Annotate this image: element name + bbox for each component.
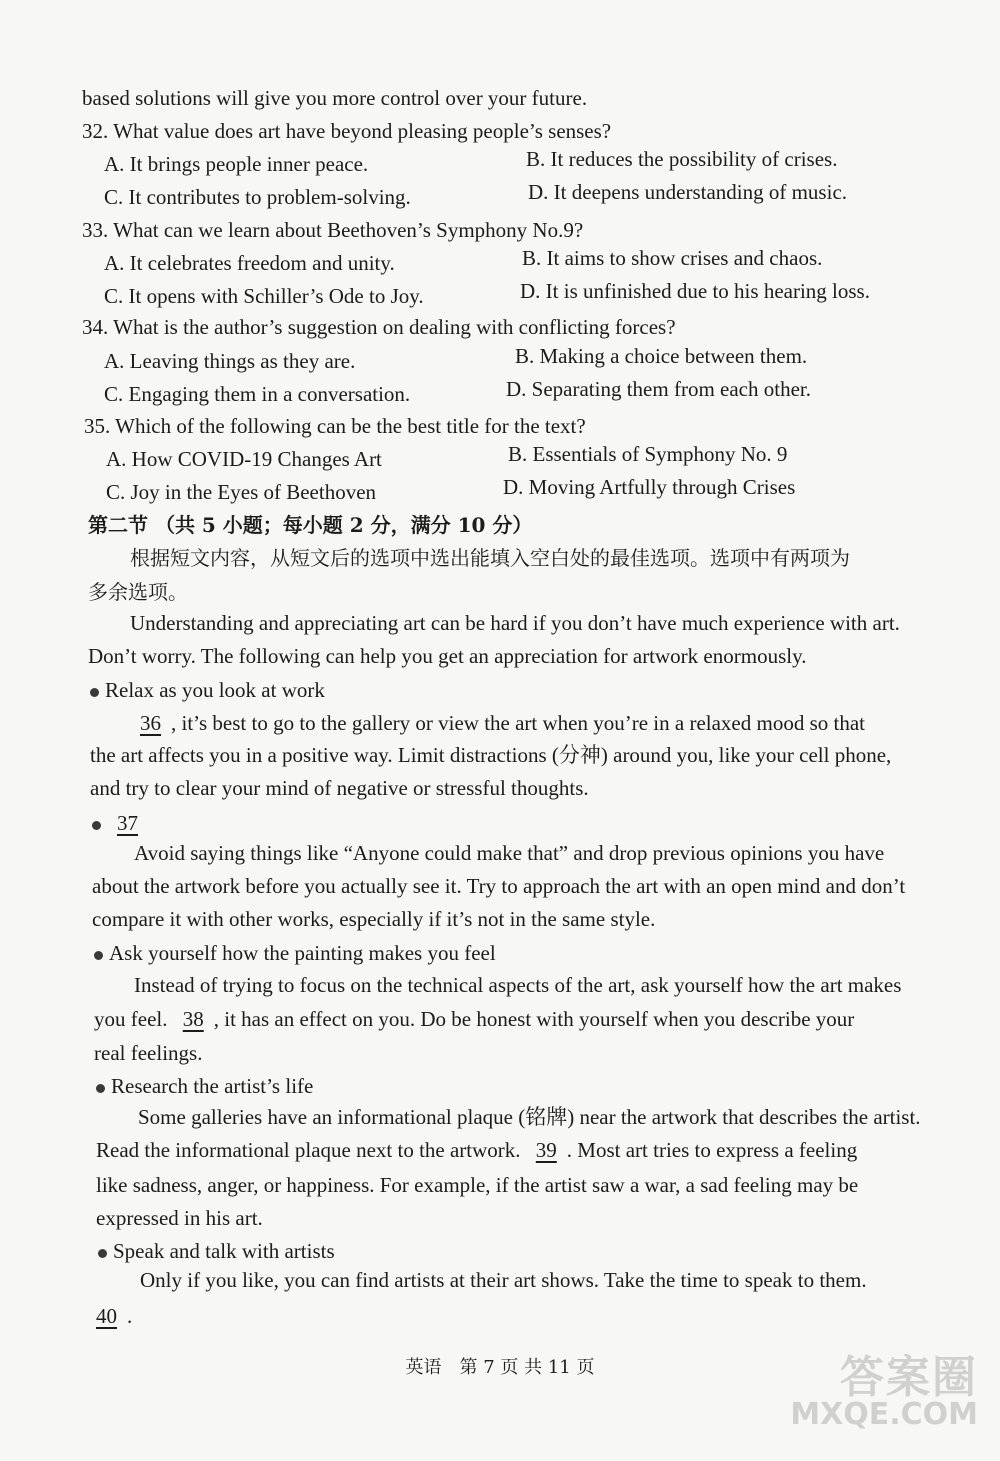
paragraph-line: Some galleries have an informational plaque (铭牌) near the artwork that describes the artist. bbox=[138, 1105, 921, 1129]
paragraph-line: Read the informational plaque next to the artwork. 39 . Most art tries to express a feeling bbox=[96, 1138, 858, 1162]
subheading-37 bbox=[92, 810, 148, 836]
paragraph-line: 36 , it’s best to go to the gallery or view the art when you’re in a relaxed mood so that bbox=[130, 710, 865, 736]
bullet-icon bbox=[98, 1249, 107, 1258]
intro-line-2: Don’t worry. The following can help you get an appreciation for artwork enormously. bbox=[88, 644, 807, 668]
paragraph-line: Avoid saying things like “Anyone could make that” and drop previous opinions you have bbox=[134, 841, 885, 865]
blank-37[interactable]: 37 bbox=[117, 811, 138, 835]
paragraph-line: the art affects you in a positive way. Limit distractions (分神) around you, like your cell phone, bbox=[90, 743, 892, 767]
subheading-feel: Ask yourself how the painting makes you feel bbox=[94, 940, 496, 966]
paragraph-line: compare it with other works, especially if it’s not in the same style. bbox=[92, 907, 656, 931]
option-34d: D. Separating them from each other. bbox=[506, 377, 811, 401]
option-34a: A. Leaving things as they are. bbox=[104, 349, 356, 373]
option-33b: B. It aims to show crises and chaos. bbox=[522, 246, 823, 270]
question-35: 35. Which of the following can be the best title for the text? bbox=[84, 414, 586, 438]
intro-line-1: Understanding and appreciating art can be hard if you don’t have much experience with art. bbox=[130, 611, 900, 635]
watermark-logo bbox=[790, 1341, 978, 1441]
blank-38[interactable]: 38 bbox=[182, 1007, 204, 1031]
question-32: 32. What value does art have beyond pleasing people’s senses? bbox=[82, 119, 612, 143]
option-35d: D. Moving Artfully through Crises bbox=[503, 475, 796, 499]
option-33c: C. It opens with Schiller’s Ode to Joy. bbox=[104, 284, 424, 308]
paragraph-line: 40 . bbox=[86, 1303, 132, 1329]
option-33a: A. It celebrates freedom and unity. bbox=[104, 251, 395, 275]
option-32c: C. It contributes to problem-solving. bbox=[104, 185, 411, 209]
blank-40[interactable]: 40 bbox=[96, 1304, 117, 1328]
option-34c: C. Engaging them in a conversation. bbox=[104, 382, 411, 406]
subheading-relax: Relax as you look at work bbox=[90, 677, 325, 703]
paragraph-line: Only if you like, you can find artists at their art shows. Take the time to speak to them. bbox=[140, 1268, 867, 1292]
bullet-icon bbox=[96, 1084, 105, 1093]
subheading-speak: Speak and talk with artists bbox=[98, 1238, 335, 1264]
bullet-icon bbox=[92, 821, 101, 830]
option-35a: A. How COVID-19 Changes Art bbox=[106, 447, 382, 471]
option-32a: A. It brings people inner peace. bbox=[104, 152, 369, 176]
watermark-en: MXQE.COM bbox=[790, 1397, 978, 1432]
question-34: 34. What is the author’s suggestion on dealing with conflicting forces? bbox=[82, 315, 676, 339]
option-35b: B. Essentials of Symphony No. 9 bbox=[508, 442, 788, 466]
paragraph-line: and try to clear your mind of negative or stressful thoughts. bbox=[90, 776, 589, 800]
option-32b: B. It reduces the possibility of crises. bbox=[526, 147, 838, 171]
option-35c: C. Joy in the Eyes of Beethoven bbox=[106, 480, 377, 504]
bullet-icon bbox=[94, 951, 103, 960]
subheading-research: Research the artist’s life bbox=[96, 1073, 313, 1099]
blank-36[interactable]: 36 bbox=[140, 711, 161, 735]
option-33d: D. It is unfinished due to his hearing loss. bbox=[520, 279, 870, 303]
paragraph-line: Instead of trying to focus on the technical aspects of the art, ask yourself how the art makes bbox=[134, 973, 902, 997]
option-34b: B. Making a choice between them. bbox=[515, 344, 808, 368]
instructions-line-2: 多余选项。 bbox=[88, 580, 188, 604]
blank-39[interactable]: 39 bbox=[535, 1138, 557, 1162]
section-heading: 第二节 （共 5 小题；每小题 2 分，满分 10 分） bbox=[88, 513, 533, 537]
page-footer: 英语 第 7 页 共 11 页 bbox=[405, 1357, 595, 1378]
paragraph-line: you feel. 38 , it has an effect on you. Do be honest with yourself when you describe your bbox=[94, 1007, 855, 1031]
paragraph-line: about the artwork before you actually see it. Try to approach the art with an open mind and don’t bbox=[92, 874, 906, 898]
text-line: based solutions will give you more control over your future. bbox=[82, 86, 588, 110]
paragraph-line: real feelings. bbox=[94, 1041, 203, 1065]
paragraph-line: like sadness, anger, or happiness. For example, if the artist saw a war, a sad feeling may be bbox=[96, 1173, 859, 1197]
bullet-icon bbox=[90, 688, 99, 697]
paragraph-line: expressed in his art. bbox=[96, 1206, 263, 1230]
option-32d: D. It deepens understanding of music. bbox=[528, 180, 848, 204]
watermark-cn: 答案圈 bbox=[840, 1352, 978, 1403]
question-33: 33. What can we learn about Beethoven’s Symphony No.9? bbox=[82, 218, 584, 242]
instructions-line-1: 根据短文内容，从短文后的选项中选出能填入空白处的最佳选项。选项中有两项为 bbox=[130, 546, 850, 570]
